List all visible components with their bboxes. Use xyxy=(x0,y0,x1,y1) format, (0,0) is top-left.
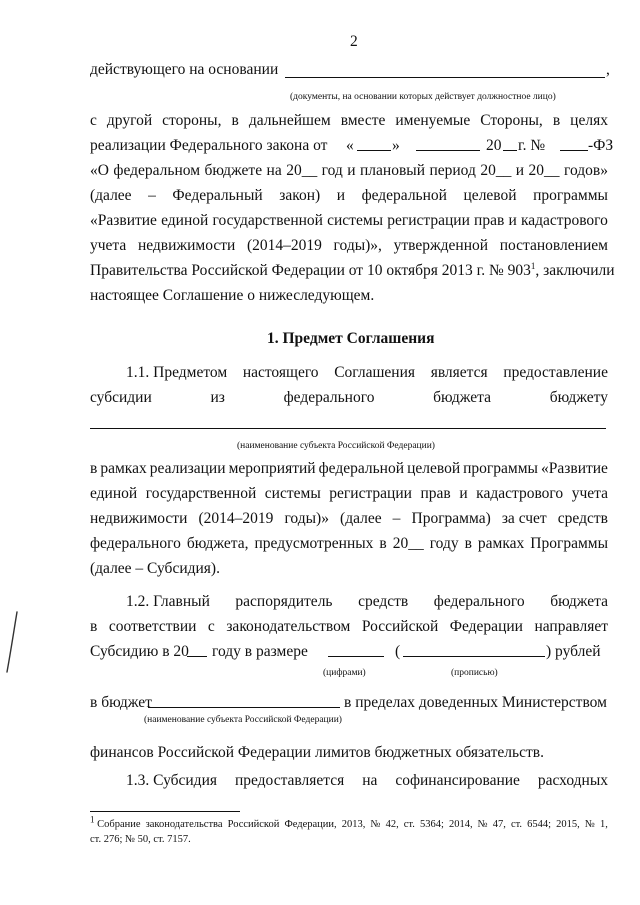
p12-line-1: 1.2. Главный распорядитель средств федерального бюджета xyxy=(126,593,608,610)
p11-line-6: федерального бюджета, предусмотренных в 20__ году в рамках Программы xyxy=(90,535,608,552)
blank-law-number xyxy=(560,150,588,151)
note-documents: (документы, на основании которых действует должностное лицо) xyxy=(290,92,556,102)
p12-line-4-b: в пределах доведенных Министерством xyxy=(344,694,607,711)
p11-line-4: единой государственной системы регистрации прав и кадастрового учета xyxy=(90,485,608,502)
blank-year xyxy=(503,150,517,151)
blank-amount-words xyxy=(403,656,545,657)
p1-line-4: (далее – Федеральный закон) и федеральной целевой программы xyxy=(90,187,608,204)
g-no: г. № xyxy=(518,137,546,154)
footnote-separator xyxy=(90,811,240,812)
p13-line-1: 1.3. Субсидия предоставляется на софинансирование расходных xyxy=(126,772,608,789)
comma: , xyxy=(606,61,610,78)
footnote-ref: 1 xyxy=(530,260,536,271)
quote-open: « xyxy=(346,137,354,154)
margin-pen-mark xyxy=(4,610,20,674)
fz: -ФЗ xyxy=(588,137,614,154)
p12-line-5: финансов Российской Федерации лимитов бюджетных обязательств. xyxy=(90,744,544,761)
p1-line-8: настоящее Соглашение о нижеследующем. xyxy=(90,287,375,304)
blank-year-2 xyxy=(187,656,207,657)
blank-day xyxy=(357,150,391,151)
p12-line-3-a: Субсидию в 20 xyxy=(90,643,189,660)
quote-close: » xyxy=(392,137,400,154)
p11-line-2: субсидии из федерального бюджета бюджету xyxy=(90,389,608,406)
p11-line-7: (далее – Субсидия). xyxy=(90,560,220,577)
footnote-mark: 1 xyxy=(90,814,95,825)
p11-line-5: недвижимости (2014–2019 годы)» (далее – Программа) за счет средств xyxy=(90,510,608,527)
p11-line-1: 1.1. Предметом настоящего Соглашения является предоставление xyxy=(126,364,608,381)
p1-line-1: с другой стороны, в дальнейшем вместе именуемые Стороны, в целях xyxy=(90,112,608,129)
footnote-line-1: $^1$ Собрание законодательства Российской Федерации, 2013, № 42, ст. 5364; 2014, № 47, ст. 6544; 2015, № 1, xyxy=(90,814,608,830)
footnote-line-2: ст. 276; № 50, ст. 7157. xyxy=(90,834,191,845)
blank-budget-subject xyxy=(148,707,340,708)
p1-line-3: «О федеральном бюджете на 20__ год и плановый период 20__ и 20__ годов» xyxy=(90,162,608,179)
p11-line-3: в рамках реализации мероприятий федеральной целевой программы «Развитие xyxy=(90,460,608,477)
page-number: 2 xyxy=(350,33,358,50)
line-osnovanie: действующего на основании xyxy=(90,61,279,78)
note-digits: (цифрами) xyxy=(323,668,366,678)
blank-amount-digits xyxy=(328,656,384,657)
p1-line-2: реализации Федерального закона от xyxy=(90,137,328,154)
note-subject-2: (наименование субъекта Российской Федерации) xyxy=(144,715,342,725)
p12-line-4-a: в бюджет xyxy=(90,694,152,711)
note-subject: (наименование субъекта Российской Федерации) xyxy=(237,441,435,451)
p12-line-3-d: ) рублей xyxy=(546,643,601,660)
blank-osnovanie xyxy=(285,77,605,78)
note-words: (прописью) xyxy=(451,668,498,678)
blank-subject xyxy=(90,428,606,429)
p12-line-2: в соответствии с законодательством Российской Федерации направляет xyxy=(90,618,608,635)
blank-month xyxy=(416,150,480,151)
year-20: 20 xyxy=(486,137,502,154)
p1-line-5: «Развитие единой государственной системы регистрации прав и кадастрового xyxy=(90,212,608,229)
paren-open: ( xyxy=(395,643,401,660)
p1-line-6: учета недвижимости (2014–2019 годы)», утвержденной постановлением xyxy=(90,237,608,254)
section-title: 1. Предмет Соглашения xyxy=(267,330,435,347)
p12-line-3-b: году в размере xyxy=(212,643,308,660)
p1-line-7: Правительства Российской Федерации от 10 октября 2013 г. № $903^1$, заключили xyxy=(90,260,615,279)
